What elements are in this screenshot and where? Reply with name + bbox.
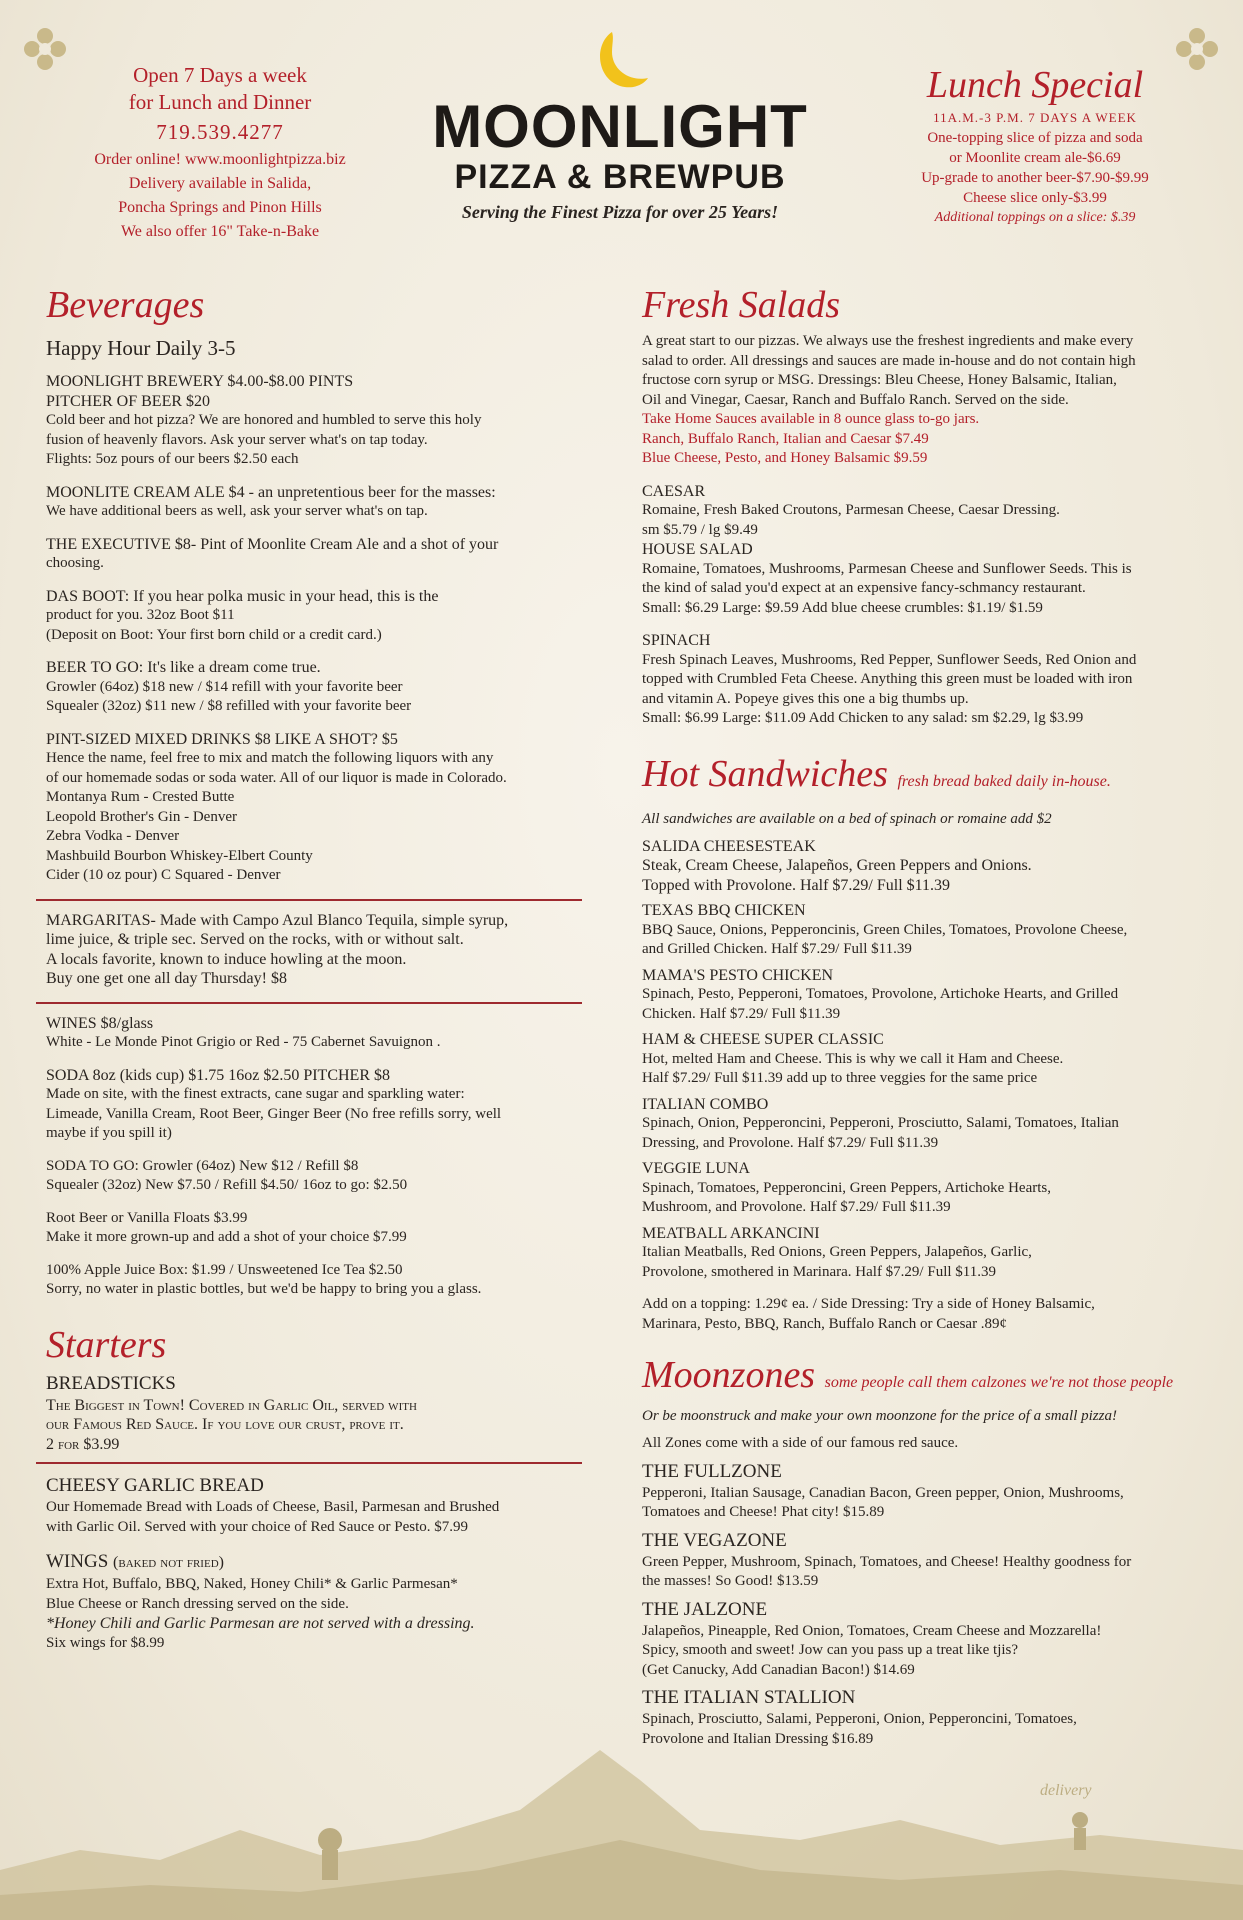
item-desc: Spinach, Tomatoes, Pepperoncini, Green Peppers, Artichoke Hearts, <box>642 1179 1051 1196</box>
item-desc: Cider (10 oz pour) C Squared - Denver <box>46 867 281 883</box>
lunch-special-title: Lunch Special <box>926 64 1144 106</box>
lunch-line: or Moonlite cream ale-$6.69 <box>949 150 1121 166</box>
hours-contact-block <box>90 62 350 244</box>
item-desc: fusion of heavenly flavors. Ask your server what's on tap today. <box>46 431 428 448</box>
menu-item <box>642 540 1202 618</box>
item-name: CAESAR <box>642 482 706 500</box>
item-desc: Extra Hot, Buffalo, BBQ, Naked, Honey Chili* & Garlic Parmesan* <box>46 1576 458 1592</box>
item-desc: choosing. <box>46 555 104 571</box>
flower-ornament-icon <box>1170 22 1224 76</box>
menu-item <box>46 1550 572 1653</box>
item-name: SALIDA CHEESESTEAK <box>642 837 816 855</box>
item-price: and Grilled Chicken. Half $7.29/ Full $11.39 <box>642 941 912 957</box>
section-title-text: Moonzones <box>642 1354 816 1396</box>
item-desc: Montanya Rum - Crested Butte <box>46 789 235 805</box>
item-name: DAS BOOT: If you hear polka music in your head, this is the <box>46 587 439 605</box>
item-name: MARGARITAS- Made with Campo Azul Blanco Tequila, simple syrup, <box>46 911 509 929</box>
menu-item <box>642 966 1202 1025</box>
item-desc: Zebra Vodka - Denver <box>46 828 180 844</box>
item-desc: Flights: 5oz pours of our beers $2.50 each <box>46 451 299 467</box>
item-desc: Make it more grown-up and add a shot of your choice $7.99 <box>46 1229 407 1245</box>
section-note: some people call them calzones we're not those people <box>824 1374 1174 1391</box>
menu-item <box>46 1014 572 1053</box>
item-desc: Squealer (32oz) New $7.50 / Refill $4.50/ 16oz to go: $2.50 <box>46 1177 408 1193</box>
item-price: Dressing, and Provolone. Half $7.29/ Full $11.39 <box>642 1134 939 1151</box>
lunch-line: One-topping slice of pizza and soda <box>927 130 1143 146</box>
item-desc: maybe if you spill it) <box>46 1125 172 1141</box>
item-desc: Italian Meatballs, Red Onions, Green Peppers, Jalapeños, Garlic, <box>642 1244 1032 1260</box>
delivery-line: Delivery available in Salida, <box>128 175 312 192</box>
item-name: HAM & CHEESE SUPER CLASSIC <box>642 1031 884 1048</box>
order-online-link[interactable]: Order online! www.moonlightpizza.biz <box>94 151 346 168</box>
item-desc: with Garlic Oil. Served with your choice of Red Sauce or Pesto. $7.99 <box>46 1518 468 1535</box>
item-desc: A locals favorite, known to induce howling at the moon. <box>46 950 407 968</box>
item-desc: Hot, melted Ham and Cheese. This is why we call it Ham and Cheese. <box>642 1050 1064 1067</box>
item-desc: Buy one get one all day Thursday! $8 <box>46 970 287 987</box>
logo <box>400 30 840 223</box>
menu-item <box>642 482 1202 541</box>
section-title-text: Hot Sandwiches <box>642 752 888 795</box>
item-price: Topped with Provolone. Half $7.29/ Full $11.39 <box>642 876 951 894</box>
item-footnote: *Honey Chili and Garlic Parmesan are not served with a dressing. <box>46 1615 475 1632</box>
item-desc: our Famous Red Sauce. If you love our crust, prove it. <box>46 1416 404 1433</box>
item-price: Small: $6.99 Large: $11.09 Add Chicken to any salad: sm $2.29, lg $3.99 <box>642 710 1084 726</box>
item-desc: Leopold Brother's Gin - Denver <box>46 808 237 825</box>
item-name: BEER TO GO: It's like a dream come true. <box>46 659 321 676</box>
item-note: (baked not fried) <box>113 1554 224 1571</box>
menu-item <box>46 483 572 522</box>
item-price: 2 for $3.99 <box>46 1435 120 1453</box>
divider <box>36 899 582 901</box>
item-name: VEGGIE LUNA <box>642 1160 750 1177</box>
item-desc: and vitamin A. Popeye gives this one a big thumbs up. <box>642 690 969 707</box>
item-name: TEXAS BBQ CHICKEN <box>642 902 806 919</box>
item-name: THE FULLZONE <box>642 1460 782 1482</box>
right-column <box>642 282 1202 1762</box>
delivery-label: delivery <box>1040 1782 1092 1799</box>
item-price: (Get Canucky, Add Canadian Bacon!) $14.69 <box>642 1661 915 1678</box>
happy-hour: Happy Hour Daily 3-5 <box>46 336 236 360</box>
menu-item <box>642 1529 1202 1592</box>
item-name: PITCHER OF BEER $20 <box>46 392 211 410</box>
menu-item <box>642 1224 1202 1283</box>
intro-line: A great start to our pizzas. We always use the freshest ingredients and make every <box>642 333 1134 349</box>
item-desc: Pepperoni, Italian Sausage, Canadian Bacon, Green pepper, Onion, Mushrooms, <box>642 1484 1124 1501</box>
menu-item <box>642 1159 1202 1218</box>
item-desc: product for you. 32oz Boot $11 <box>46 607 235 623</box>
item-desc: Cold beer and hot pizza? We are honored and humbled to serve this holy <box>46 412 482 428</box>
delivery-line: Poncha Springs and Pinon Hills <box>118 199 322 216</box>
item-price: Chicken. Half $7.29/ Full $11.39 <box>642 1005 841 1022</box>
item-name: MOONLITE CREAM ALE $4 - an unpretentious beer for the masses: <box>46 483 496 501</box>
item-desc: Steak, Cream Cheese, Jalapeños, Green Peppers and Onions. <box>642 857 1032 874</box>
brand-tagline: Serving the Finest Pizza for over 25 Years! <box>461 202 779 222</box>
mountain-silhouette-art <box>0 1720 1243 1920</box>
menu-item <box>46 372 572 470</box>
menu-item <box>46 1261 572 1300</box>
item-desc: Jalapeños, Pineapple, Red Onion, Tomatoes, Cream Cheese and Mozzarella! <box>642 1622 1102 1639</box>
menu-item <box>642 901 1202 960</box>
item-desc: Fresh Spinach Leaves, Mushrooms, Red Pepper, Sunflower Seeds, Red Onion and <box>642 651 1137 668</box>
item-desc: White - Le Monde Pinot Grigio or Red - 75 Cabernet Savuignon . <box>46 1034 441 1050</box>
menu-item <box>46 587 572 646</box>
item-name: THE JALZONE <box>642 1598 768 1620</box>
section-subnote: Or be moonstruck and make your own moonzone for the price of a small pizza! <box>642 1408 1117 1424</box>
item-desc: We have additional beers as well, ask your server what's on tap. <box>46 503 428 519</box>
item-name: CHEESY GARLIC BREAD <box>46 1475 264 1496</box>
item-name: MAMA'S PESTO CHICKEN <box>642 966 834 984</box>
item-name: SODA TO GO: Growler (64oz) New $12 / Refill $8 <box>46 1157 359 1174</box>
section-subnote: All sandwiches are available on a bed of spinach or romaine add $2 <box>642 810 1052 827</box>
take-home-sauces: Take Home Sauces available in 8 ounce glass to-go jars. <box>642 411 980 427</box>
moonzone-intro: All Zones come with a side of our famous red sauce. <box>642 1435 959 1451</box>
lunch-line: Up-grade to another beer-$7.90-$9.99 <box>921 170 1149 186</box>
item-name: HOUSE SALAD <box>642 541 753 558</box>
crescent-moon-icon <box>590 30 650 92</box>
item-desc: BBQ Sauce, Onions, Pepperoncinis, Green Chiles, Tomatoes, Provolone Cheese, <box>642 921 1128 938</box>
item-desc: Hence the name, feel free to mix and match the following liquors with any <box>46 750 494 766</box>
item-price: Six wings for $8.99 <box>46 1634 165 1651</box>
item-name: SPINACH <box>642 632 711 649</box>
menu-item <box>46 1157 572 1196</box>
take-n-bake-line: We also offer 16" Take-n-Bake <box>120 223 320 240</box>
item-desc: Green Pepper, Mushroom, Spinach, Tomatoes, and Cheese! Healthy goodness for <box>642 1553 1132 1570</box>
item-desc: of our homemade sodas or soda water. All of our liquor is made in Colorado. <box>46 769 507 786</box>
menu-item <box>46 1372 572 1455</box>
item-desc: Growler (64oz) $18 new / $14 refill with your favorite beer <box>46 678 403 695</box>
intro-line: Oil and Vinegar, Caesar, Ranch and Buffalo Ranch. Served on the side. <box>642 391 1069 408</box>
section-note: fresh bread baked daily in-house. <box>897 772 1111 790</box>
brand-title: MOONLIGHT <box>432 93 808 160</box>
add-on-note <box>642 1295 1202 1334</box>
menu-item <box>642 1460 1202 1523</box>
phone-number[interactable]: 719.539.4277 <box>156 120 284 144</box>
item-desc: Marinara, Pesto, BBQ, Ranch, Buffalo Ranch or Caesar .89¢ <box>642 1315 1008 1332</box>
item-name: MOONLIGHT BREWERY $4.00-$8.00 PINTS <box>46 373 354 390</box>
take-home-sauces: Ranch, Buffalo Ranch, Italian and Caesar $7.49 <box>642 430 929 447</box>
item-desc: Spinach, Prosciutto, Salami, Pepperoni, Onion, Pepperoncini, Tomatoes, <box>642 1711 1077 1727</box>
section-title-moonzones <box>642 1352 1202 1406</box>
item-desc: topped with Crumbled Feta Cheese. Anything this green must be loaded with iron <box>642 671 1133 687</box>
hours-line: for Lunch and Dinner <box>128 90 312 114</box>
divider <box>36 1002 582 1004</box>
item-desc: Add on a topping: 1.29¢ ea. / Side Dressing: Try a side of Honey Balsamic, <box>642 1296 1095 1312</box>
item-desc: the kind of salad you'd expect at an expensive fancy-schmancy restaurant. <box>642 580 1086 596</box>
lunch-special-block <box>900 62 1170 228</box>
hours-line: Open 7 Days a week <box>133 63 307 87</box>
take-home-sauces: Blue Cheese, Pesto, and Honey Balsamic $9.59 <box>642 450 928 466</box>
item-name: Root Beer or Vanilla Floats $3.99 <box>46 1209 248 1226</box>
menu-item <box>642 1030 1202 1089</box>
item-name: WINGS <box>46 1551 109 1572</box>
section-title-salads: Fresh Salads <box>642 284 841 326</box>
item-desc: Our Homemade Bread with Loads of Cheese, Basil, Parmesan and Brushed <box>46 1499 500 1515</box>
item-name: PINT-SIZED MIXED DRINKS $8 LIKE A SHOT? $5 <box>46 730 398 748</box>
menu-item <box>642 837 1202 896</box>
menu-item <box>46 1066 572 1144</box>
lunch-line: Cheese slice only-$3.99 <box>963 190 1107 206</box>
item-desc: Limeade, Vanilla Cream, Root Beer, Ginger Beer (No free refills sorry, well <box>46 1105 502 1122</box>
item-price: Small: $6.29 Large: $9.59 Add blue cheese crumbles: $1.19/ $1.59 <box>642 599 1043 616</box>
item-desc: Sorry, no water in plastic bottles, but we'd be happy to bring you a glass. <box>46 1281 482 1297</box>
brand-subtitle: PIZZA & BREWPUB <box>454 158 786 196</box>
item-price: Mushroom, and Provolone. Half $7.29/ Full $11.39 <box>642 1199 951 1215</box>
item-name: WINES $8/glass <box>46 1014 154 1032</box>
section-title-starters: Starters <box>46 1323 167 1366</box>
item-name: THE VEGAZONE <box>642 1529 787 1551</box>
item-name: ITALIAN COMBO <box>642 1095 769 1113</box>
item-desc: The Biggest in Town! Covered in Garlic Oil, served with <box>46 1396 417 1414</box>
item-desc: Spinach, Pesto, Pepperoni, Tomatoes, Provolone, Artichoke Hearts, and Grilled <box>642 986 1119 1002</box>
menu-item <box>642 1095 1202 1154</box>
item-name: THE ITALIAN STALLION <box>642 1687 856 1708</box>
item-desc: Romaine, Tomatoes, Mushrooms, Parmesan Cheese and Sunflower Seeds. This is <box>642 560 1132 577</box>
menu-item <box>642 631 1202 729</box>
item-price: Provolone and Italian Dressing $16.89 <box>642 1730 874 1747</box>
item-price: Provolone, smothered in Marinara. Half $7.29/ Full $11.39 <box>642 1263 996 1280</box>
lunch-hours: 11A.M.-3 P.M. 7 DAYS A WEEK <box>933 110 1137 125</box>
item-name: BREADSTICKS <box>46 1372 176 1394</box>
item-desc: Made on site, with the finest extracts, cane sugar and sparkling water: <box>46 1086 465 1102</box>
menu-item <box>642 1598 1202 1681</box>
intro-line: salad to order. All dressings and sauces are made in-house and do not contain high <box>642 352 1136 369</box>
item-price: Tomatoes and Cheese! Phat city! $15.89 <box>642 1504 885 1520</box>
divider <box>36 1462 582 1464</box>
menu-item <box>46 1209 572 1248</box>
left-column <box>46 282 572 1666</box>
section-title-beverages: Beverages <box>46 284 205 326</box>
menu-item <box>46 535 572 574</box>
flower-ornament-icon <box>18 22 72 76</box>
item-desc: Spinach, Onion, Pepperoncini, Pepperoni, Prosciutto, Salami, Tomatoes, Italian <box>642 1115 1119 1131</box>
item-name: THE EXECUTIVE $8- Pint of Moonlite Cream Ale and a shot of your <box>46 535 499 553</box>
item-desc: Spicy, smooth and sweet! Jow can you pass up a treat like tjis? <box>642 1642 1019 1658</box>
item-desc: Squealer (32oz) $11 new / $8 refilled with your favorite beer <box>46 698 412 714</box>
intro-line: fructose corn syrup or MSG. Dressings: Bleu Cheese, Honey Balsamic, Italian, <box>642 372 1117 388</box>
salad-intro <box>642 332 1202 469</box>
menu-item <box>46 730 572 886</box>
item-desc: Romaine, Fresh Baked Croutons, Parmesan Cheese, Caesar Dressing. <box>642 502 1060 518</box>
item-desc: lime juice, & triple sec. Served on the rocks, with or without salt. <box>46 931 464 948</box>
item-desc: Blue Cheese or Ranch dressing served on the side. <box>46 1595 349 1612</box>
menu-item <box>46 658 572 717</box>
menu-item <box>46 1474 572 1537</box>
item-name: MEATBALL ARKANCINI <box>642 1224 820 1242</box>
item-price: sm $5.79 / lg $9.49 <box>642 521 758 538</box>
item-price: Half $7.29/ Full $11.39 add up to three veggies for the same price <box>642 1070 1038 1086</box>
menu-item <box>46 911 572 989</box>
item-name: 100% Apple Juice Box: $1.99 / Unsweetened Ice Tea $2.50 <box>46 1261 403 1278</box>
item-desc: Mashbuild Bourbon Whiskey-Elbert County <box>46 847 313 864</box>
item-name: SODA 8oz (kids cup) $1.75 16oz $2.50 PITCHER $8 <box>46 1066 390 1084</box>
item-desc: (Deposit on Boot: Your first born child or a credit card.) <box>46 626 382 643</box>
section-title-sandwiches <box>642 751 1202 805</box>
lunch-line: Additional toppings on a slice: $.39 <box>934 210 1136 225</box>
item-price: the masses! So Good! $13.59 <box>642 1573 819 1589</box>
